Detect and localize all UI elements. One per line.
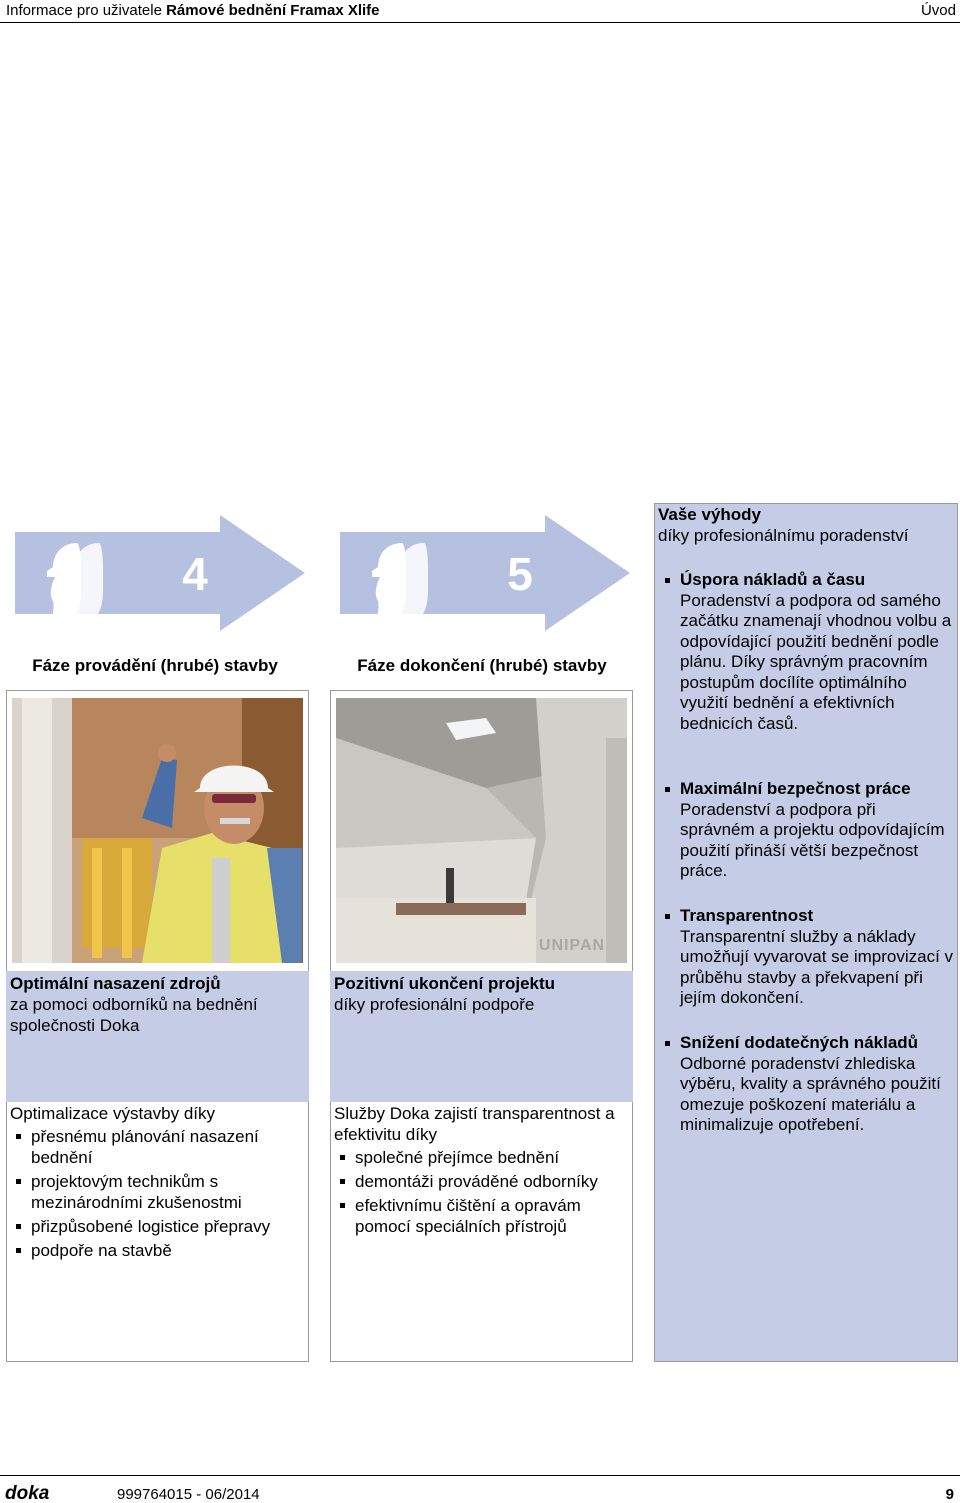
worker-helmet-icon bbox=[47, 543, 103, 631]
advantage-item bbox=[658, 906, 954, 1009]
header-rule bbox=[0, 22, 960, 23]
worker-helmet-icon bbox=[372, 543, 428, 631]
doka-logo bbox=[5, 1484, 61, 1502]
phase-5-band-subtitle: díky profesionální podpoře bbox=[334, 995, 535, 1014]
phase-5-band bbox=[330, 971, 633, 1102]
document-code: 999764015 - 06/2014 bbox=[117, 1486, 260, 1503]
phase-4-text bbox=[10, 1103, 306, 1264]
list-item: společné přejímce bednění bbox=[334, 1147, 630, 1168]
phase-5-intro: Služby Doka zajistí transparentnost a efektivitu díky bbox=[334, 1104, 615, 1144]
construction-worker-photo bbox=[12, 698, 303, 963]
phase-4-bullets bbox=[10, 1126, 306, 1261]
advantage-text: Poradenství a podpora při správném a projektu odpovídajícím použití přináší větší bezpečnost práce. bbox=[680, 799, 945, 880]
advantage-text: Transparentní služby a náklady umožňují vyvarovat se improvizací v průběhu stavby a překvapení při jejím dokončení. bbox=[680, 926, 954, 1007]
concrete-interior-photo bbox=[336, 698, 627, 963]
header-title bbox=[6, 2, 380, 19]
advantages-title: Vaše výhody bbox=[658, 505, 762, 524]
header-prefix: Informace pro uživatele bbox=[6, 2, 162, 19]
advantage-title: Transparentnost bbox=[658, 906, 954, 927]
list-item: přizpůsobené logistice přepravy bbox=[10, 1216, 306, 1237]
phase-4-intro: Optimalizace výstavby díky bbox=[10, 1104, 216, 1123]
phase-4-number: 4 bbox=[182, 548, 208, 600]
logo-text: doka bbox=[5, 1484, 50, 1502]
phase-5-arrow-icon bbox=[340, 515, 632, 633]
list-item: demontáži prováděné odborníky bbox=[334, 1171, 630, 1192]
advantage-text: Odborné poradenství zhlediska výběru, kvality a správného použití omezuje poškození materiálu a minimalizuje opotřebení. bbox=[680, 1053, 941, 1134]
advantage-title: Snížení dodatečných nákladů bbox=[658, 1033, 954, 1054]
header-section: Úvod bbox=[920, 2, 956, 19]
advantages-heading bbox=[658, 504, 908, 546]
phase-5-title: Fáze dokončení (hrubé) stavby bbox=[357, 656, 607, 675]
advantages-subtitle: díky profesionálnímu poradenství bbox=[658, 526, 909, 545]
phase-5-number: 5 bbox=[507, 548, 533, 600]
unipan-label: UNIPAN bbox=[538, 937, 606, 954]
list-item: efektivnímu čištění a opravám pomocí speciálních přístrojů bbox=[334, 1195, 630, 1237]
advantage-text: Poradenství a podpora od samého začátku znamenají vhodnou volbu a odpovídající použití bednění podle plánu. Díky správným pracovním postupům docílíte optimálního využití bednění a efektivních bednicích časů. bbox=[680, 590, 952, 733]
phase-5-band-title: Pozitivní ukončení projektu bbox=[334, 974, 556, 993]
footer-rule bbox=[0, 1475, 960, 1476]
phase-4-title: Fáze provádění (hrubé) stavby bbox=[32, 656, 278, 675]
phase-4-arrow-icon bbox=[15, 515, 307, 633]
advantage-item bbox=[658, 779, 954, 882]
advantage-item bbox=[658, 570, 954, 734]
page-number: 9 bbox=[945, 1486, 954, 1503]
list-item: projektovým technikům s mezinárodními zkušenostmi bbox=[10, 1171, 306, 1213]
phase-4-band bbox=[6, 971, 309, 1102]
advantage-item bbox=[658, 1033, 954, 1136]
advantage-title: Úspora nákladů a času bbox=[658, 570, 954, 591]
list-item: podpoře na stavbě bbox=[10, 1240, 306, 1261]
phase-4-band-title: Optimální nasazení zdrojů bbox=[10, 974, 221, 993]
advantage-title: Maximální bezpečnost práce bbox=[658, 779, 954, 800]
list-item: přesnému plánování nasazení bednění bbox=[10, 1126, 306, 1168]
phase-5-bullets bbox=[334, 1147, 630, 1237]
phase-4-band-subtitle: za pomoci odborníků na bednění společnosti Doka bbox=[10, 995, 258, 1035]
phase-5-text bbox=[334, 1103, 630, 1240]
page-header bbox=[0, 0, 960, 24]
advantages-panel bbox=[654, 503, 958, 1362]
header-product: Rámové bednění Framax Xlife bbox=[166, 2, 380, 19]
